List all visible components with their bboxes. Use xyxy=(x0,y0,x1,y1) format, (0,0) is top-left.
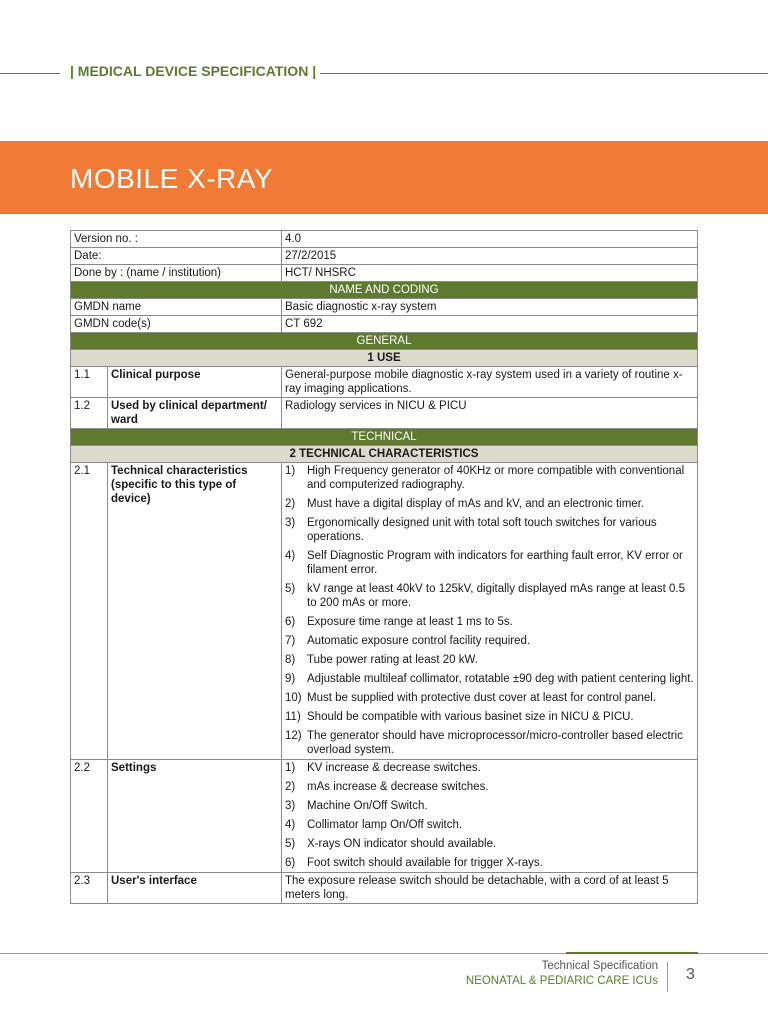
list-item xyxy=(285,582,694,610)
subsection-header: 2 TECHNICAL CHARACTERISTICS xyxy=(71,446,698,463)
settings-list xyxy=(285,761,694,870)
list-item-number: 3) xyxy=(285,517,296,529)
list-item-text: mAs increase & decrease switches. xyxy=(307,781,489,793)
section-header: TECHNICAL xyxy=(71,429,698,446)
page-title: MOBILE X-RAY xyxy=(70,163,274,194)
meta-value: HCT/ NHSRC xyxy=(282,265,698,282)
row-number: 2.1 xyxy=(71,463,108,760)
list-item-number: 6) xyxy=(285,857,296,869)
meta-value: 27/2/2015 xyxy=(282,248,698,265)
list-item-text: Ergonomically designed unit with total soft touch switches for various operations. xyxy=(307,517,657,543)
list-item-number: 5) xyxy=(285,838,296,850)
row-number: 1.2 xyxy=(71,398,108,429)
row-value xyxy=(282,760,698,873)
table-row xyxy=(71,398,698,429)
meta-label: Version no. : xyxy=(71,231,282,248)
footer-subtitle: NEONATAL & PEDIARIC CARE ICUs xyxy=(465,975,658,987)
table-row xyxy=(71,299,698,316)
list-item-number: 6) xyxy=(285,616,296,628)
list-item xyxy=(285,691,694,705)
coding-label: GMDN name xyxy=(71,299,282,316)
list-item-number: 2) xyxy=(285,781,296,793)
list-item-text: Exposure time range at least 1 ms to 5s. xyxy=(307,616,513,628)
section-header-row xyxy=(71,282,698,299)
header-rule-left xyxy=(0,73,60,74)
header-rule-right xyxy=(320,73,768,74)
row-label: Settings xyxy=(108,760,282,873)
list-item-text: Self Diagnostic Program with indicators for earthing fault error, KV error or filament error. xyxy=(307,550,683,576)
specification-table xyxy=(70,230,698,904)
list-item-text: Machine On/Off Switch. xyxy=(307,800,428,812)
meta-value: 4.0 xyxy=(282,231,698,248)
coding-label: GMDN code(s) xyxy=(71,316,282,333)
list-item-number: 11) xyxy=(285,711,301,723)
table-row xyxy=(71,231,698,248)
row-number: 2.3 xyxy=(71,873,108,904)
coding-value: Basic diagnostic x-ray system xyxy=(282,299,698,316)
table-row xyxy=(71,316,698,333)
list-item xyxy=(285,464,694,492)
list-item xyxy=(285,710,694,724)
row-label: Clinical purpose xyxy=(108,367,282,398)
section-header-row xyxy=(71,333,698,350)
subsection-header: 1 USE xyxy=(71,350,698,367)
list-item xyxy=(285,549,694,577)
footer-separator xyxy=(667,962,668,992)
list-item-text: Adjustable multileaf collimator, rotatable ±90 deg with patient centering light. xyxy=(307,673,694,685)
list-item xyxy=(285,634,694,648)
list-item-number: 10) xyxy=(285,692,302,704)
table-row xyxy=(71,760,698,873)
list-item-text: kV range at least 40kV to 125kV, digitally displayed mAs range at least 0.5 to 200 mAs or more. xyxy=(307,583,686,609)
subsection-header-row xyxy=(71,446,698,463)
coding-value: CT 692 xyxy=(282,316,698,333)
footer-rule xyxy=(0,953,566,954)
list-item-text: KV increase & decrease switches. xyxy=(307,762,481,774)
row-value: Radiology services in NICU & PICU xyxy=(282,398,698,429)
list-item-number: 9) xyxy=(285,673,296,685)
list-item-number: 1) xyxy=(285,762,296,774)
list-item-text: Collimator lamp On/Off switch. xyxy=(307,819,463,831)
list-item-text: High Frequency generator of 40KHz or more compatible with conventional and computerized radiography. xyxy=(307,465,685,491)
row-label: Used by clinical department/ ward xyxy=(108,398,282,429)
row-number: 1.1 xyxy=(71,367,108,398)
list-item-number: 8) xyxy=(285,654,296,666)
meta-label: Done by : (name / institution) xyxy=(71,265,282,282)
footer-rule-right xyxy=(698,953,768,954)
list-item-text: X-rays ON indicator should available. xyxy=(307,838,497,850)
section-header-row xyxy=(71,429,698,446)
subsection-header-row xyxy=(71,350,698,367)
list-item-number: 5) xyxy=(285,583,296,595)
table-row xyxy=(71,248,698,265)
list-item xyxy=(285,615,694,629)
list-item-number: 4) xyxy=(285,819,296,831)
table-row xyxy=(71,873,698,904)
technical-characteristics-list xyxy=(285,464,694,757)
list-item xyxy=(285,497,694,511)
table-row xyxy=(71,367,698,398)
row-number: 2.2 xyxy=(71,760,108,873)
list-item-number: 2) xyxy=(285,498,296,510)
meta-label: Date: xyxy=(71,248,282,265)
list-item-text: The generator should have microprocessor/micro-controller based electric overload system. xyxy=(307,730,683,756)
list-item-number: 3) xyxy=(285,800,296,812)
footer-accent-rule xyxy=(566,952,698,954)
list-item-text: Foot switch should available for trigger X-rays. xyxy=(307,857,543,869)
table-row xyxy=(71,265,698,282)
list-item xyxy=(285,761,694,775)
row-label: Technical characteristics (specific to this type of device) xyxy=(108,463,282,760)
list-item xyxy=(285,516,694,544)
table-row xyxy=(71,463,698,760)
list-item-text: Tube power rating at least 20 kW. xyxy=(307,654,478,666)
list-item-text: Should be compatible with various basinet size in NICU & PICU. xyxy=(307,711,634,723)
list-item xyxy=(285,729,694,757)
footer-title: Technical Specification xyxy=(541,960,658,972)
section-header: GENERAL xyxy=(71,333,698,350)
list-item-number: 1) xyxy=(285,465,296,477)
row-label: User's interface xyxy=(108,873,282,904)
list-item xyxy=(285,672,694,686)
list-item-number: 4) xyxy=(285,550,296,562)
document-header: | MEDICAL DEVICE SPECIFICATION | xyxy=(70,63,317,79)
list-item xyxy=(285,653,694,667)
list-item-text: Must have a digital display of mAs and kV, and an electronic timer. xyxy=(307,498,645,510)
row-value: General-purpose mobile diagnostic x-ray system used in a variety of routine x-ray imaging applications. xyxy=(282,367,698,398)
section-header: NAME AND CODING xyxy=(71,282,698,299)
list-item-text: Automatic exposure control facility required. xyxy=(307,635,531,647)
list-item-number: 12) xyxy=(285,730,302,742)
page-number: 3 xyxy=(686,966,695,983)
list-item xyxy=(285,780,694,794)
list-item-number: 7) xyxy=(285,635,296,647)
title-banner xyxy=(0,141,768,214)
row-value: The exposure release switch should be detachable, with a cord of at least 5 meters long. xyxy=(282,873,698,904)
list-item xyxy=(285,799,694,813)
list-item-text: Must be supplied with protective dust cover at least for control panel. xyxy=(307,692,657,704)
list-item xyxy=(285,818,694,832)
list-item xyxy=(285,837,694,851)
row-value xyxy=(282,463,698,760)
list-item xyxy=(285,856,694,870)
